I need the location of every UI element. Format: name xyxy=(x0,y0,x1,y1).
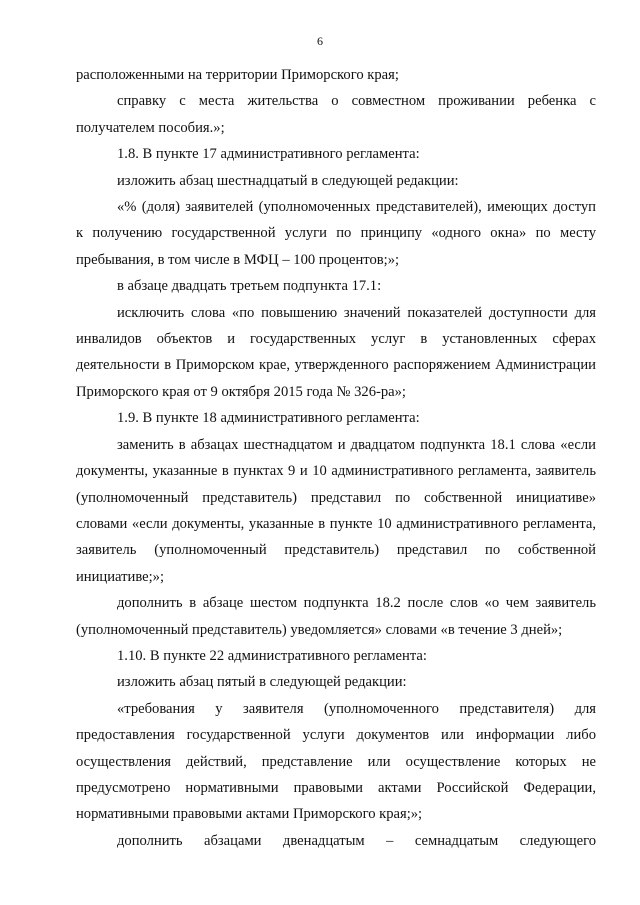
paragraph-continued: дополнить абзацами двенадцатым – семнадцатым следующего xyxy=(117,832,596,849)
paragraph: изложить абзац пятый в следующей редакции: xyxy=(117,674,407,691)
paragraph: в абзаце двадцать третьем подпункта 17.1: xyxy=(117,278,382,295)
paragraph: дополнить в абзаце шестом подпункта 18.2 после слов «о чем заявитель (уполномоченный представитель) уведомляется» словами «в течение 3 дней»; xyxy=(76,595,596,638)
page-number: 6 xyxy=(317,34,323,48)
document-body xyxy=(76,62,596,854)
paragraph-heading: 1.10. В пункте 22 административного регламента: xyxy=(117,647,427,664)
paragraph-heading: 1.8. В пункте 17 административного регламента: xyxy=(117,146,420,163)
paragraph: «% (доля) заявителей (уполномоченных представителей), имеющих доступ к получению государственной услуги по принципу «одного окна» по месту пребывания, в том числе в МФЦ – 100 процентов;»; xyxy=(76,199,596,268)
paragraph: заменить в абзацах шестнадцатом и двадцатом подпункта 18.1 слова «если документы, указанные в пунктах 9 и 10 административного регламента, заявитель (уполномоченный представитель) представил по собственной инициативе» словами «если документы, указанные в пункте 10 административного регламента, заявитель (уполномоченный представитель) представил по собственной инициативе;»; xyxy=(76,436,596,585)
paragraph: исключить слова «по повышению значений показателей доступности для инвалидов объектов и государственных услуг в установленных сферах деятельности в Приморском крае, утвержденного распоряжением Администрации Приморского края от 9 октября 2015 года № 326-ра»; xyxy=(76,304,596,400)
paragraph: «требования у заявителя (уполномоченного представителя) для предоставления государственной услуги документов или информации либо осуществления действий, представление или осуществление которых не предусмотрено нормативными правовыми актами Российской Федерации, нормативными правовыми актами Приморского края;»; xyxy=(76,700,596,823)
paragraph-heading: 1.9. В пункте 18 административного регламента: xyxy=(117,410,420,427)
paragraph: изложить абзац шестнадцатый в следующей редакции: xyxy=(117,172,459,189)
paragraph: справку с места жительства о совместном проживании ребенка с получателем пособия.»; xyxy=(76,93,596,136)
paragraph: расположенными на территории Приморского края; xyxy=(76,67,399,83)
